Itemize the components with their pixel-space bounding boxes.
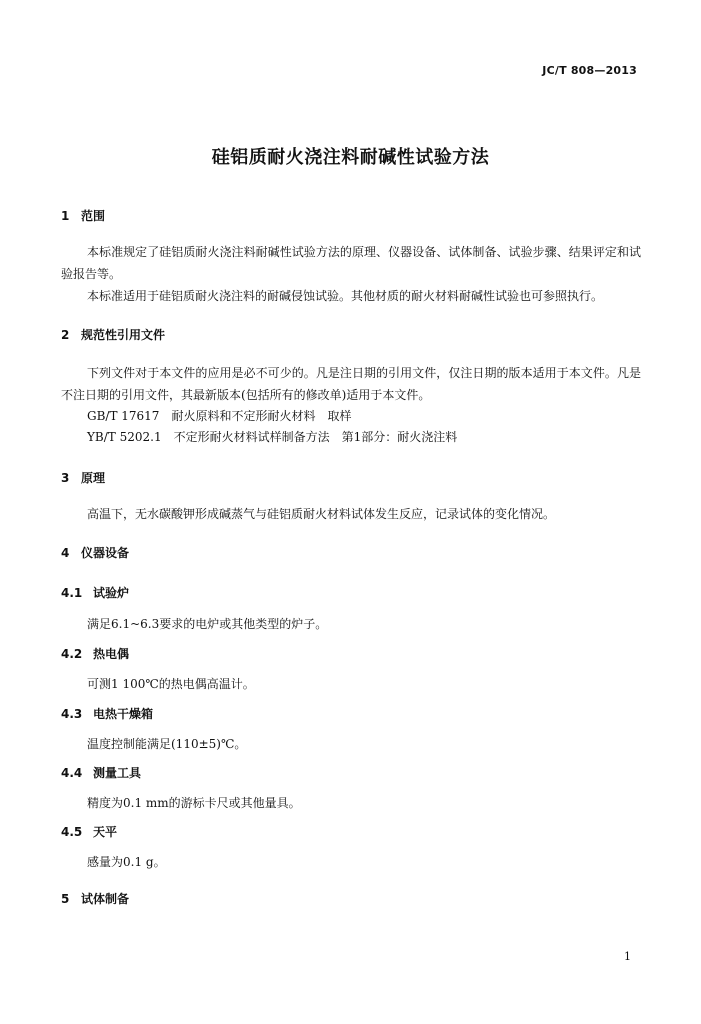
section-number: 5 <box>61 892 70 906</box>
section-title: 仪器设备 <box>81 546 130 560</box>
subsection-number: 4.4 <box>61 766 83 780</box>
section-title: 规范性引用文件 <box>81 328 166 342</box>
subsection-title: 天平 <box>93 825 118 839</box>
section-2-heading <box>61 326 165 343</box>
subsection-title: 电热干燥箱 <box>93 707 154 721</box>
subsection-4-2-text: 可测1 100℃的热电偶高温计。 <box>87 677 255 691</box>
subsection-4-5-heading <box>61 823 117 840</box>
subsection-title: 热电偶 <box>93 647 130 661</box>
subsection-4-4-heading <box>61 764 141 781</box>
subsection-4-3-text: 温度控制能满足(110±5)℃。 <box>87 737 247 751</box>
subsection-number: 4.2 <box>61 647 83 661</box>
page-number: 1 <box>624 950 631 963</box>
section-number: 4 <box>61 546 70 560</box>
section-1-paragraph-2: 本标准适用于硅铝质耐火浇注料的耐碱侵蚀试验。其他材质的耐火材料耐碱性试验也可参照执行。 <box>87 289 604 303</box>
section-number: 1 <box>61 209 70 223</box>
section-1-heading <box>61 207 105 224</box>
section-title: 范围 <box>81 209 106 223</box>
standard-code: JC/T 808—2013 <box>542 64 637 77</box>
subsection-number: 4.1 <box>61 586 83 600</box>
document-title: 硅铝质耐火浇注料耐碱性试验方法 <box>211 147 490 168</box>
subsection-title: 试验炉 <box>93 586 130 600</box>
section-number: 2 <box>61 328 70 342</box>
section-2-paragraph-1: 下列文件对于本文件的应用是必不可少的。凡是注日期的引用文件，仅注日期的版本适用于本文件。凡是不注日期的引用文件，其最新版本(包括所有的修改单)适用于本文件。 <box>61 366 641 402</box>
section-4-heading <box>61 544 129 561</box>
normative-reference: YB/T 5202.1 不定形耐火材料试样制备方法 第1部分：耐火浇注料 <box>87 430 458 444</box>
subsection-4-1-heading <box>61 584 129 601</box>
subsection-title: 测量工具 <box>93 766 142 780</box>
section-3-heading <box>61 469 105 486</box>
subsection-4-5-text: 感量为0.1 g。 <box>87 855 166 869</box>
section-3-paragraph-1: 高温下，无水碳酸钾形成碱蒸气与硅铝质耐火材料试体发生反应，记录试体的变化情况。 <box>87 507 556 521</box>
section-number: 3 <box>61 471 70 485</box>
section-5-heading <box>61 890 129 907</box>
section-1-paragraph-1: 本标准规定了硅铝质耐火浇注料耐碱性试验方法的原理、仪器设备、试体制备、试验步骤、结果评定和试验报告等。 <box>61 245 641 281</box>
subsection-4-4-text: 精度为0.1 mm的游标卡尺或其他量具。 <box>87 796 301 810</box>
subsection-4-1-text: 满足6.1~6.3要求的电炉或其他类型的炉子。 <box>87 617 328 631</box>
section-title: 试体制备 <box>81 892 130 906</box>
subsection-number: 4.3 <box>61 707 83 721</box>
subsection-number: 4.5 <box>61 825 83 839</box>
normative-reference: GB/T 17617 耐火原料和不定形耐火材料 取样 <box>87 409 352 423</box>
section-title: 原理 <box>81 471 106 485</box>
subsection-4-2-heading <box>61 645 129 662</box>
subsection-4-3-heading <box>61 705 153 722</box>
